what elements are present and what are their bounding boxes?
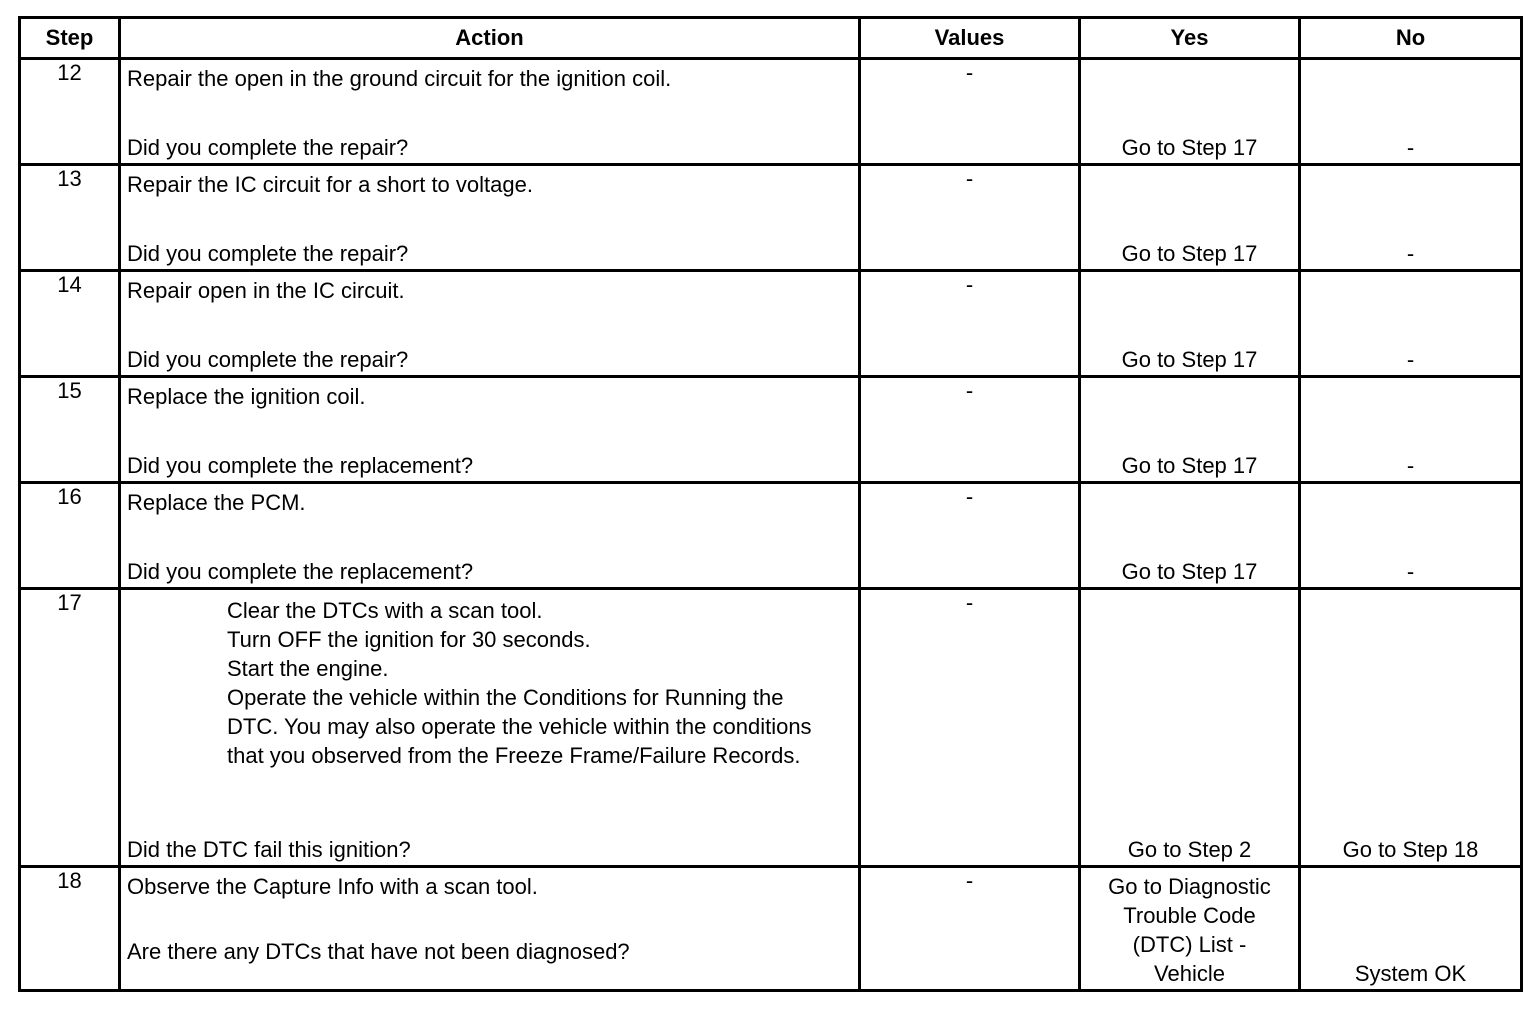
- yes-answer: Go to Step 17: [1121, 453, 1258, 478]
- values-cell: -: [860, 271, 1080, 377]
- no-cell: [1300, 165, 1522, 271]
- action-cell: [120, 377, 860, 483]
- no-answer: System OK: [1354, 961, 1467, 986]
- yes-answer-line: Vehicle: [1154, 961, 1225, 986]
- table-row: [20, 165, 1522, 271]
- action-question: Did you complete the repair?: [127, 347, 409, 372]
- no-answer: -: [1406, 453, 1415, 478]
- no-answer: -: [1406, 135, 1415, 160]
- yes-cell: [1080, 377, 1300, 483]
- step-number: 18: [20, 867, 120, 991]
- table-row: [20, 483, 1522, 589]
- action-instruction: Repair the IC circuit for a short to voltage.: [127, 172, 533, 197]
- action-instruction: Repair open in the IC circuit.: [127, 278, 405, 303]
- action-cell: [120, 271, 860, 377]
- action-cell: [120, 165, 860, 271]
- action-instruction: Observe the Capture Info with a scan tool.: [127, 874, 538, 899]
- yes-answer: Go to Step 17: [1121, 241, 1258, 266]
- no-cell: [1300, 377, 1522, 483]
- list-item: Clear the DTCs with a scan tool.: [227, 598, 543, 623]
- values-cell: -: [860, 59, 1080, 165]
- action-question: Did you complete the replacement?: [127, 559, 474, 584]
- action-instruction: Replace the PCM.: [127, 490, 306, 515]
- yes-cell: [1080, 271, 1300, 377]
- yes-cell: [1080, 589, 1300, 867]
- table-row: [20, 59, 1522, 165]
- yes-answer: [1081, 872, 1298, 988]
- action-instruction: Repair the open in the ground circuit for the ignition coil.: [127, 66, 672, 91]
- step-number: 17: [20, 589, 120, 867]
- values-cell: -: [860, 377, 1080, 483]
- step-number: 14: [20, 271, 120, 377]
- action-question: Did you complete the repair?: [127, 241, 409, 266]
- action-instruction-list: [227, 596, 838, 770]
- values-cell: -: [860, 483, 1080, 589]
- yes-answer: Go to Step 17: [1121, 347, 1258, 372]
- step-number: 15: [20, 377, 120, 483]
- header-values: Values: [860, 18, 1080, 59]
- values-cell: -: [860, 165, 1080, 271]
- no-answer: -: [1406, 559, 1415, 584]
- list-item: Start the engine.: [227, 656, 389, 681]
- no-cell: [1300, 271, 1522, 377]
- yes-cell: [1080, 483, 1300, 589]
- yes-answer: Go to Step 17: [1121, 135, 1258, 160]
- yes-answer-line: (DTC) List -: [1132, 932, 1247, 957]
- action-question: Did you complete the repair?: [127, 135, 409, 160]
- header-action: Action: [120, 18, 860, 59]
- table-row: [20, 377, 1522, 483]
- yes-cell: [1080, 59, 1300, 165]
- yes-answer-line: Go to Diagnostic: [1108, 874, 1271, 899]
- no-answer: -: [1406, 241, 1415, 266]
- header-step: Step: [20, 18, 120, 59]
- action-question: Did the DTC fail this ignition?: [127, 837, 411, 862]
- action-question: Did you complete the replacement?: [127, 453, 474, 478]
- action-cell: [120, 483, 860, 589]
- action-question: Are there any DTCs that have not been diagnosed?: [127, 939, 630, 964]
- no-cell: [1300, 589, 1522, 867]
- action-cell: [120, 59, 860, 165]
- step-number: 12: [20, 59, 120, 165]
- table-row: [20, 867, 1522, 991]
- yes-answer: Go to Step 17: [1121, 559, 1258, 584]
- step-number: 13: [20, 165, 120, 271]
- yes-answer-line: Trouble Code: [1123, 903, 1256, 928]
- yes-cell: [1080, 867, 1300, 991]
- values-cell: -: [860, 589, 1080, 867]
- list-item: Turn OFF the ignition for 30 seconds.: [227, 627, 591, 652]
- no-answer: -: [1406, 347, 1415, 372]
- diagnostic-table: [18, 16, 1523, 992]
- action-instruction: Replace the ignition coil.: [127, 384, 366, 409]
- header-no: No: [1300, 18, 1522, 59]
- no-cell: [1300, 867, 1522, 991]
- yes-answer: Go to Step 2: [1127, 837, 1252, 862]
- list-item: Operate the vehicle within the Conditions for Running the DTC. You may also operate the vehicle within the conditions that you observed from the Freeze Frame/Failure Records.: [227, 685, 812, 768]
- header-row: [20, 18, 1522, 59]
- action-cell: [120, 867, 860, 991]
- no-answer: Go to Step 18: [1342, 837, 1479, 862]
- step-number: 16: [20, 483, 120, 589]
- action-cell: [120, 589, 860, 867]
- table-row: [20, 271, 1522, 377]
- no-cell: [1300, 59, 1522, 165]
- header-yes: Yes: [1080, 18, 1300, 59]
- table-row: [20, 589, 1522, 867]
- yes-cell: [1080, 165, 1300, 271]
- no-cell: [1300, 483, 1522, 589]
- values-cell: -: [860, 867, 1080, 991]
